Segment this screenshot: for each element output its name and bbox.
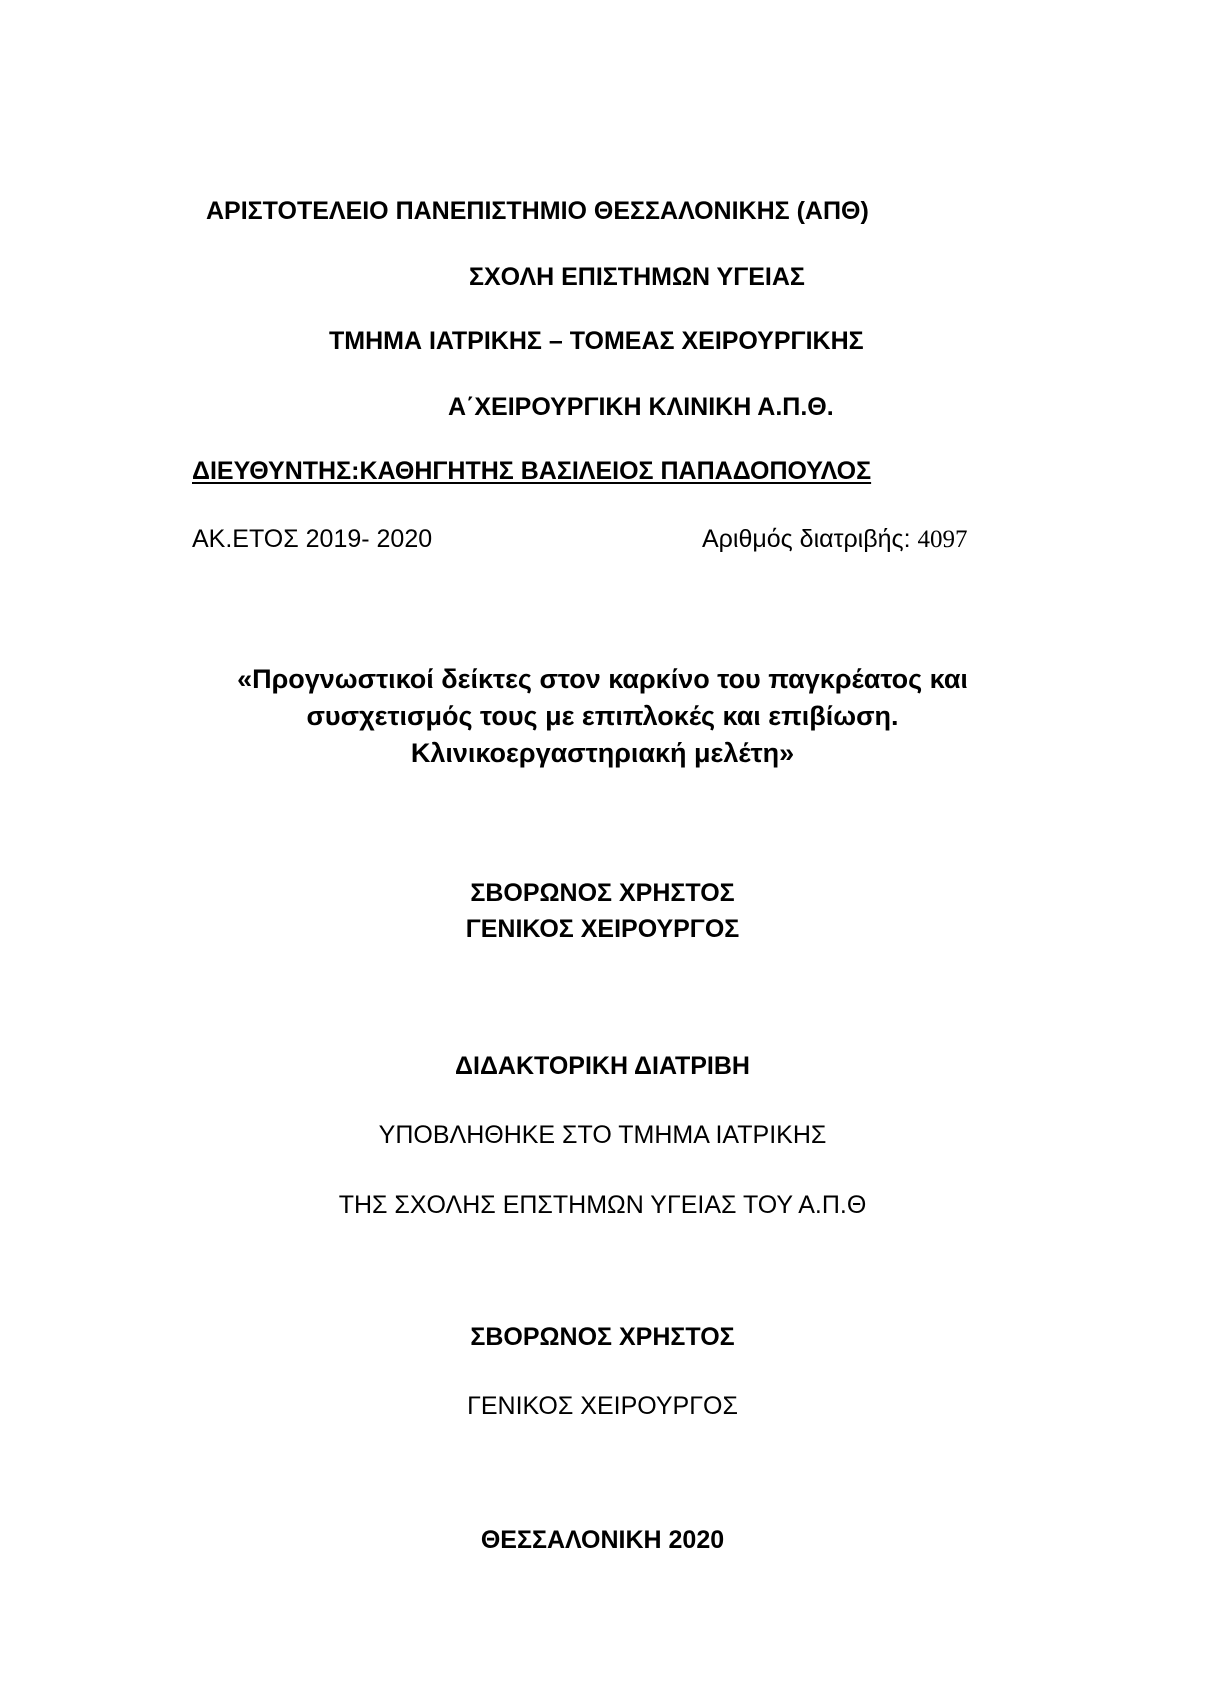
author-role: ΓΕΝΙΚΟΣ ΧΕΙΡΟΥΡΓΟΣ — [465, 915, 740, 943]
thesis-title-line-1: «Προγνωστικοί δείκτες στον καρκίνο του παγκρέατος και — [237, 664, 968, 694]
thesis-number-label: Αριθμός διατριβής: — [702, 525, 911, 553]
school-heading: ΣΧΟΛΗ ΕΠΙΣΤΗΜΩΝ ΥΓΕΙΑΣ — [469, 263, 805, 291]
thesis-type: ΔΙΔΑΚΤΟΡΙΚΗ ΔΙΑΤΡΙΒΗ — [455, 1052, 750, 1080]
thesis-number — [702, 524, 967, 555]
thesis-title-line-3: Κλινικοεργαστηριακή μελέτη» — [410, 738, 795, 768]
author-name: ΣΒΟΡΩΝΟΣ ΧΡΗΣΤΟΣ — [470, 879, 735, 907]
thesis-number-value: 4097 — [917, 526, 968, 553]
signature-name: ΣΒΟΡΩΝΟΣ ΧΡΗΣΤΟΣ — [470, 1323, 735, 1351]
submitted-line-2: ΤΗΣ ΣΧΟΛΗΣ ΕΠΣΤΗΜΩΝ ΥΓΕΙΑΣ ΤΟΥ Α.Π.Θ — [338, 1191, 867, 1219]
signature-role: ΓΕΝΙΚΟΣ ΧΕΙΡΟΥΡΓΟΣ — [467, 1392, 738, 1420]
thesis-title-line-2: συσχετισμός τους με επιπλοκές και επιβίωση. — [306, 701, 899, 731]
director-heading: ΔΙΕΥΘΥΝΤΗΣ:ΚΑΘΗΓΗΤΗΣ ΒΑΣΙΛΕΙΟΣ ΠΑΠΑΔΟΠΟΥΛΟΣ — [192, 457, 872, 485]
department-heading: ΤΜΗΜΑ ΙΑΤΡΙΚΗΣ – ΤΟΜΕΑΣ ΧΕΙΡΟΥΡΓΙΚΗΣ — [329, 327, 864, 355]
university-heading: ΑΡΙΣΤΟΤΕΛΕΙΟ ΠΑΝΕΠΙΣΤΗΜΙΟ ΘΕΣΣΑΛΟΝΙΚΗΣ (ΑΠΘ) — [206, 197, 869, 225]
submitted-line-1: ΥΠΟΒΛΗΘΗΚΕ ΣΤΟ ΤΜΗΜΑ ΙΑΤΡΙΚΗΣ — [378, 1121, 827, 1149]
academic-year: ΑΚ.ΕΤΟΣ 2019- 2020 — [192, 525, 433, 553]
clinic-heading: Α΄ΧΕΙΡΟΥΡΓΙΚΗ ΚΛΙΝΙΚΗ Α.Π.Θ. — [448, 393, 834, 421]
place-year: ΘΕΣΣΑΛΟΝΙΚΗ 2020 — [480, 1526, 725, 1554]
